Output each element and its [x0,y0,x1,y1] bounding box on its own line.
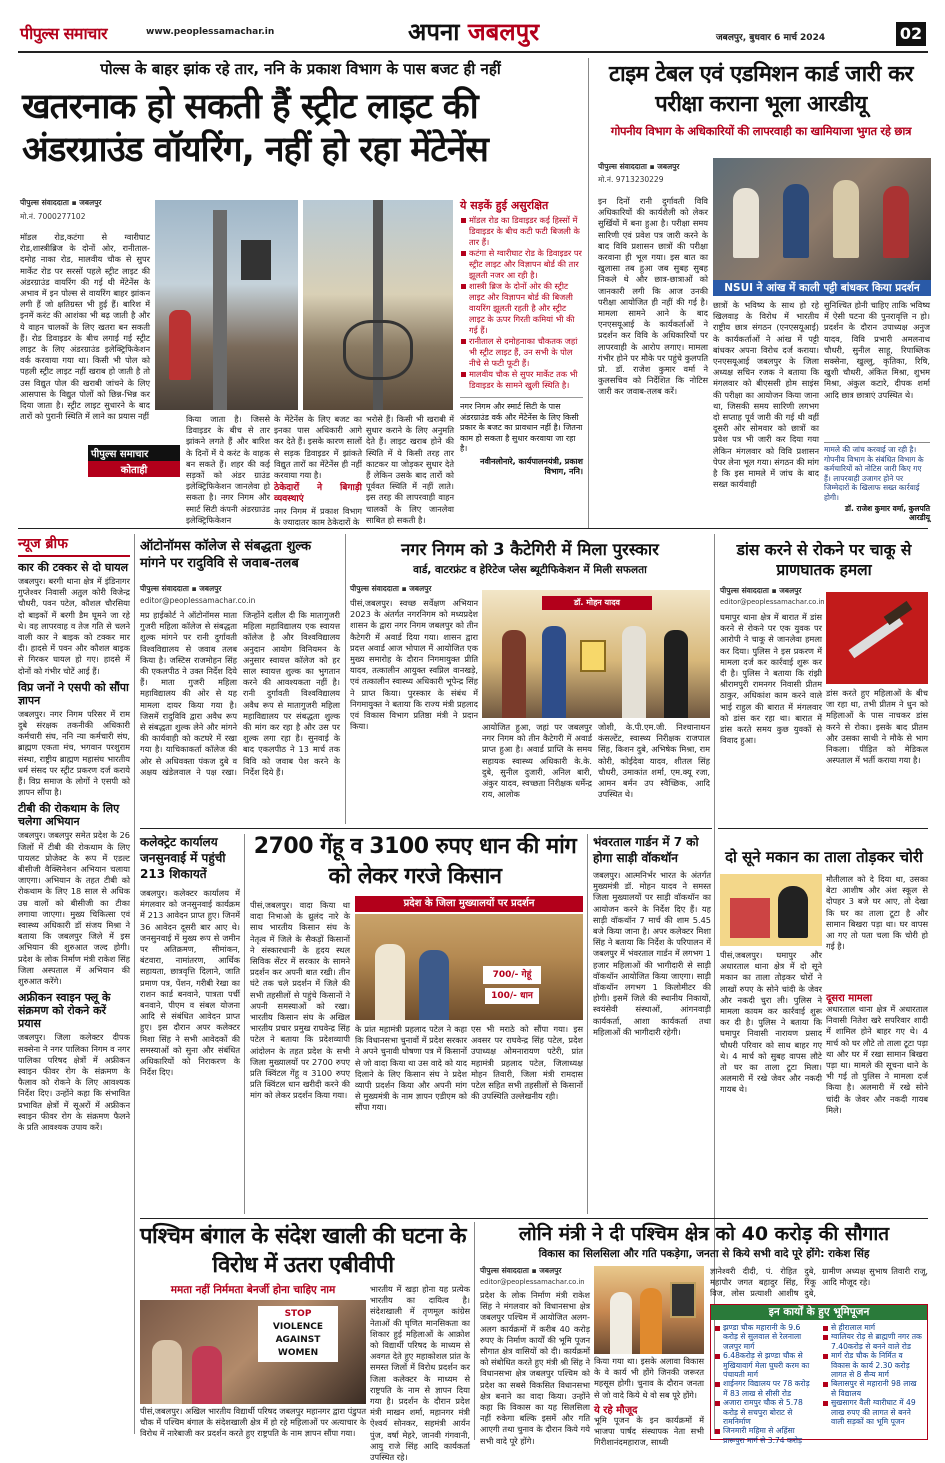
story11-present: भूमि पूजन के इन कार्यक्रमों में भाजपा पार्षद संस्थापक नेता सभी गिरीशानंदमहाराज, साध्वी [594,1415,704,1448]
story2-quote-by: डॉ. राजेश कुमार वर्मा, कुलपति आरडीयू [845,504,930,522]
story1-body-col3-wrap [274,414,362,527]
thief-shape [778,886,808,938]
thief-illustration [720,874,822,946]
story11-sub-present: ये रहे मौजूद [594,1405,638,1416]
story7-photo-banner: प्रदेश के जिला मुख्यालयों पर प्रदर्शन [403,898,535,909]
box-item: मालवीय चौक से सुपर मार्केट तक भी डिवाइडर के सामने खुली स्थिति है। [460,369,583,391]
brief-item-body: जबलपुर। जबलपुर समेत प्रदेश के 26 जिलों में टीबी की रोकथाम के लिए पायलट प्रोजेक्ट के रूप में एडल्ट बीसीजी वैक्सिनेशन अभियान चलाया जाएगा। अभियान के तहत टीबी को रोकथाम के लिए 18 साल से अधिक उम्र वालों को बीसीजी का टीका लगाया जाएगा। मुख्य चिकित्सा एवं स्वास्थ्य अधिकारी डॉ संजय मिश्रा ने बताया कि जबलपुर जिले में इस अभियान की शुरुआत जल्द होगी। प्रदेश के लोक निर्माण मंत्री राकेश सिंह जिला अस्पताल में अभियान की शुरुआत करेंगे। [18,830,130,987]
story2-quote: मामले की जांच करवाई जा रही है। गोपनीय विभाग के संबंधित विभाग के कर्मचारियों को नोटिस जारी किए गए हैं। लापरवाही उजागर होने पर जिम्मेदारों के खिलाफ सख्त कार्रवाई होगी। [824,445,924,502]
story1-body-col4: भरोसे हैं। किसी भी खराबी में सुधार कराने के लिए अनुमति देते हैं। लाइट खराब होने की स्थिति में ये किसी तरह तार काटकर या जोड़कर सुधार देते हैं लेकिन उसके बाद तारों को पूर्ववत स्थिति में नहीं लाते। इस तरह की लापरवाही वाहन चालकों के लिए जानलेवा साबित हो सकती है। [366,414,454,525]
story1-byline-box [20,198,150,222]
story1-box-quote-by: नवीनलोनारे, कार्यपालनयंत्री, प्रकाश विभाग, ननि। [480,456,583,476]
dateline: जबलपुर, बुधवार 6 मार्च 2024 [716,33,826,43]
story11-guests: ज्ञानेश्वरी दीदी, पं. रोहित दुबे, महापौर जगत बहादुर सिंह, रिंकू विज, लोस प्रत्याशी आशीष दुबे, ग्रामीण अध्यक्ष सुभाष तिवारी राजू, आदि मौजूद रहे। [710,1266,928,1299]
brief-item-head: टीबी की रोकथाम के लिए चलेगा अभियान [18,802,120,829]
brief-item [18,561,130,677]
story3-headline: ऑटोनॉमस कॉलेज से संबद्धता शुल्क मांगने पर रादुविवि से जवाब-तलब [140,539,312,571]
story5-body-col1: घमापुर थाना क्षेत्र में बारात में डांस करने से रोकने पर एक युवक पर आरोपी ने चाकू से जानलेवा हमला कर दिया। पुलिस ने इस प्रकरण में मामला दर्ज कर कार्रवाई शुरू कर दी है। पुलिस ने बताया कि रांझी श्रीरामपुरी रामनगर निवासी प्रीतम ठाकुर, अधिकांश काम करने वाले भाई राहुल की बारात में मंगलवार को डांस कर रहा था। बारात में डांस करते समय कुछ युवकों से विवाद हुआ। [720,612,822,746]
story6-body: जबलपुर। कलेक्टर कार्यालय में मंगलवार को जनसुनवाई कार्यक्रम में 213 आवेदन प्राप्त हुए। जिनमें 36 आवेदन दूसरी बार आए थे। जनसुनवाई में मुख्य रूप से जमीन पर अतिक्रमण, सीमांकन, बंटवारा, नामांतरण, आर्थिक सहायता, छात्रवृत्ति दिलाने, जाति प्रमाण पत्र, पेंशन, गरीबी रेखा का राशन कार्ड बनवाने, पात्रता पर्ची बनवाने, पीएम व संबल योजना आदि से संबंधित आवेदन प्राप्त हुए। इस दौरान अपर कलेक्टर मिशा सिंह ने सभी आवेदकों की समस्याओं को सुना और संबंधित अधिकारियों को निराकरण के निर्देश दिए। [140,888,240,1078]
works-list [711,1320,927,1445]
story7-photo-banner-wrap [355,896,583,912]
brief-item [18,991,130,1133]
story6-headline: कलेक्ट्रेट कार्यालय जनसुनवाई में पहुंची 213 शिकायतें [140,835,226,881]
story2-byline: पीपुल्स संवाददाता ▪ जबलपुर [598,162,680,171]
brief-item-body: जबलपुर। बरगी थाना क्षेत्र में इंडिनागर गुप्तेश्वर निवासी अतुल कोरी विजेन्द्र चौधरी, पवन पटेल, कौशल चौरसिया दो बाइकों में बरगी डैम घूमने जा रहे थे। वह लापरवाह व तेज गति से चलने वाली कार ने बाइक को टक्कर मार दी। हादसे में पवन और कौशल बाइक से गिरकर घायल हो गए। हादसे में दोनों को गंभीर चोटें आई हैं। [18,576,130,676]
placard-1: 700/- गेहूं [483,966,541,984]
story4-headline: नगर निगम को 3 कैटेगिरी में मिला पुरस्कार [401,540,659,559]
protester-shape [152,1340,182,1404]
story8-body: जबलपुर। आत्मनिर्भर भारत के अंतर्गत मुख्यमंत्री डॉ. मोहन यादव ने समस्त जिला मुख्यालयों पर साड़ी वॉकथॉन का आयोजन करने के निर्देश दिए हैं। यह साड़ी वॉकथॉन 7 मार्च की शाम 5.45 बजे किया जाना है। अपर कलेक्टर मिशा सिंह ने बताया कि निर्देश के परिपालन में जबलपुर में भंवरताल गार्डन में लगभग 1 हजार महिलाओं की भागीदारी से साड़ी वॉकथॉन आयोजित किया जाएगा। साड़ी वॉकथॉन लगभग 1 किलोमीटर की होगी। इसमें जिले की स्थानीय निकायों, स्वयंसेवी संस्थाओं, आंगनवाड़ी कार्यकर्ता, आशा कार्यकर्ता तथा महिलाओं की भागीदारी रहेगी। [593,870,711,1037]
story1-phone: मो.नं. 7000277102 [20,212,86,221]
person-1 [502,630,526,718]
pole-shape [213,210,227,410]
story11-subheadline: विकास का सिलसिला और गति पकड़ेगा, जनता से किये सभी वादे पूरे होंगे: राकेश सिंह [538,1248,870,1260]
person-4 [664,630,688,718]
masthead-logo [20,22,107,44]
brief-item-body: जबलपुर। नगर निगम परिसर में राम दुबे संरक्षक तकनीकी अधिकारी कर्मचारी संघ, ननि न्या कर्मचारी संघ, ब्राह्मण एकता मंच, भगवान परशुराम संस्था, राष्ट्रीय ब्राह्मण महासंघ भारतीय धर्म संसद पर स्ट्रीट प्रकरण दर्ज कराये हैं। विप्र समाज के लोगों ने एसपी को ज्ञापन सौंपा है। [18,708,130,798]
box-item: कटंगा से ग्वारीघाट रोड के डिवाइडर पर स्ट्रीट लाइट और विज्ञापन बोर्ड की तार झूलती नजर आ रही है। [460,248,583,281]
story2-body-col4: सुनिश्चित होनी चाहिए ताकि भविष्य में ऐसी घटना की पुनरावृत्ति न हो। प्रदर्शन के दौरान उपाध्यक्ष अनुज यादव, विवि प्रभारी अमलनाथ चौधरी, सुनील साहू, रिपाब्लिक सक्सेना, खुल्लु, कृतिका, रिषि, खुशी चौधरी, अंकित मिश्रा, शुभम मिश्रा, अंकुल कटारे, दीपक शर्मा आदि छात्र छात्राएं उपस्थित थे। [824,300,930,400]
divider [588,58,589,528]
story4-byline-text: पीपुल्स संवाददाता ▪ जबलपुर [350,584,432,593]
person-shape [610,1292,632,1354]
story3-byline: पीपुल्स संवाददाता ▪ जबलपुर [140,584,222,593]
story11-body: प्रदेश के लोक निर्माण मंत्री राकेश सिंह ने मंगलवार को विधानसभा क्षेत्र जबलपुर पश्चिम में आयोजित अलग-अलग कार्यक्रमों में करीब 40 करोड़ रुपए के निर्माण कार्यों की भूमि पूजन सौगात क्षेत्र वासियों को दी। कार्यक्रमों को संबोधित करते हुए मंत्री श्री सिंह ने विधानसभा क्षेत्र जबलपुर पश्चिम को प्रदेश का सबसे विकसित विधानसभा क्षेत्र बनाने का वादा किया। उन्होंने कहा कि विकास का यह सिलसिला नहीं रुकेगा बल्कि इसमें और गति आएगी तथा चुनाव के दौरान किये गये सभी वादे पूरे होंगे। [480,1290,590,1446]
section-title [408,19,539,45]
story4-byline [350,584,480,594]
farmer-figure [419,950,449,1020]
koshal-tag [88,445,180,477]
story1-byline: पीपुल्स संवाददाता ▪ जबलपुर [20,198,102,207]
story9-subhead: दूसरा मामला [826,993,873,1004]
person-2 [542,626,566,718]
brief-item-head: विप्र जनों ने एसपी को सौंपा ज्ञापन [18,680,129,707]
story7-body-col2: के प्रांत महामंत्री प्रहलाद पटेल ने कहा कि विधानसभा चुनावों में प्रदेश सरकार ने अपने चुनावी घोषणा पत्र में किसानों से जो वादा किया था उस वादे को याद दिलाने के लिए किसान संघ ने प्रदेश व्यापी प्रदर्शन किया और अपनी मांग से मुख्यमंत्री के नाम ज्ञापन एडीएम को सौंपा गया। [355,1024,467,1113]
works-item: ग्वालियर रोड़ से ब्राह्मणी नगर तक 7.40करोड़ से बनने वाले रोड [822,1332,924,1351]
section-rule [18,528,928,529]
works-title: इन कार्यों के हुए भूमिपूजन [711,1305,927,1320]
box-item: रानीताल से दमोहनाका चौकतक जहां भी स्ट्रीट लाइट हैं, उन सभी के पोल नीचे से फटी फूटी हैं। [460,336,583,369]
works-item: से हीरालाल मार्ग [822,1323,924,1332]
story11-byline-box [480,1266,590,1286]
works-item: झण्डा चौक महारानी के 9.6 करोड़ से सुलवाल से रेलनाला जलपुर मार्ग [714,1323,816,1351]
story1-box [460,198,583,518]
story10-subheadline: ममता नहीं निर्ममता बेनर्जी होना चाहिए नाम [170,1284,336,1296]
award-photo [482,590,710,718]
story3-body: मप्र हाईकोर्ट ने ऑटोनॉमस माता गुजरी महिला कॉलेज से संबद्धता शुल्क मांगने पर रानी दुर्गावती विश्वविद्यालय से जवाब तलब किया है। जस्टिस राजमोहन सिंह की एकलपीठ ने उक्त निर्देश दिये हैं। माता गुजरी महिला महाविद्यालय की ओर से यह मामला दायर किया गया है। जिसमें रादुविवि द्वारा अवैध रूप से संबद्धता शुल्क लेने और मांगने की कार्यवाही को कटघरे में रखा गया है। याचिकाकर्ता कॉलेज की ओर से अधिवक्ता पंकज दुबे व अक्षय खंडेलवाल ने पक्ष रखा। जिन्होंने दलील दी कि मातागुजरी महिला महाविद्यालय एक स्वायत्त कॉलेज है और विश्वविद्यालय अनुदान आयोग विनियमन के अनुसार स्वायत्त कॉलेज को हर साल स्वायत्त शुल्क का भुगतान करने की आवश्यकता नहीं है। रानी दुर्गावती विश्वविद्यालय अवैध रूप से मातागुजरी महिला महाविद्यालय पर संबद्धता शुल्क की मांग कर रहा है और उस पर शुल्क लगा रहा है। सुनवाई के बाद एकलपीठ ने 13 मार्च तक विवि को जवाब पेश करने के निर्देश दिये हैं। [140,610,340,777]
story1-headline: खतरनाक हो सकती हैं स्ट्रीट लाइट की अंडरग्राउंड वॉयरिंग, नहीं हो रहा मेंटेनेंस [22,87,488,170]
story5-byline-box [720,586,825,606]
plaque-shape [670,1282,696,1318]
story2-headline: टाइम टेबल एवं एडमिशन कार्ड जारी कर परीक्षा कराना भूला आरडीयू [608,62,914,117]
nsui-protest-photo [713,158,931,280]
story4-body-col2: आयोजित हुआ, जहां पर जबलपुर नगर निगम को तीन कैटेगरी में अवार्ड प्राप्त हुआ है। अवार्ड प्राप्ति के समय सहायक स्वास्थ्य अधिकारी के.के. दुबे, सुनील दुजारी, अनिल बारी, अंकुर यादव, स्वच्छता निरीक्षक धर्मेन्द्र राय, आलोक [482,722,592,800]
story1-body-col2: किया जाता है। जिससे डिवाइडर के बीच से तार झांकने लगते हैं और बारिश के दिनों में ये करंट के वाहक बन सकते हैं। शहर की कई सड़कों को अंडर ग्राउंड इलेक्ट्रिफिकेशन जानलेवा हो सकता है। नगर निगम और स्मार्ट सिटी कंपनी अंडरग्राउंड इलेक्ट्रिफिकेशन [186,414,270,525]
story10-body-col1: पीसं,जबलपुर। अखिल भारतीय विद्यार्थी परिषद जबलपुर महानगर द्वारा पंडुपत चौक में पश्चिम बंगाल के संदेशखाली क्षेत्र में हो रहे महिलाओं पर अत्याचार के विरोध में नारेबाजी कर प्रदर्शन करते हुए राष्ट्रपति के नाम ज्ञापन सौंपा गया। [140,1406,366,1439]
section-title-1: अपना [408,18,460,46]
bhoomi-pujan-photo [594,1266,704,1354]
knife-illustration [826,592,928,684]
section-rule [140,828,712,829]
person-3 [622,626,646,718]
story7-body-col1: पीसं,जबलपुर। वादा किया था वादा निभाओ के थ्रुलंद नारे के साथ भारतीय किसान संघ के नेतृत्व में जिले के सैकड़ों किसानों ने संस्कारधानी के हृदय स्थल सिविक सेंटर में सरकार के सामने प्रदर्शन कर अपनी बात रखी। तीन घंटे तक चले प्रदर्शन में जिले की सभी तहसीलों से पहुंचे किसानों ने अपनी समस्याओं को रखा। भारतीय किसान संघ के अखिल भारतीय प्रचार प्रमुख राघवेन्द्र सिंह पटेल ने बताया कि प्रदेशव्यापी आंदोलन के तहत प्रदेश के सभी जिला मुख्यालयों पर 2700 रुपए प्रति क्विंटल गेंहू व 3100 रुपए प्रति क्विंटल धान खरीदी करने की मांग को लेकर प्रदर्शन किया गया। [250,900,350,1101]
brief-item-head: अफ्रीकन स्वाइन फ्लू के संक्रमण को रोकने करें प्रयास [18,991,111,1031]
story4-body-col1: पीसं,जबलपुर। स्वच्छ सर्वेक्षण अभियान 2023 के अंतर्गत नगरनिगम को मध्यप्रदेश शासन के द्वारा नगर निगम जबलपुर को तीन कैटेगरी में अवार्ड दिया गया। शासन द्वारा प्रदत्त अवार्ड आज भोपाल में आयोजित एक मुख्य समारोह के दौरान निगमायुक्त प्रीति यादव, तत्कालीन आयुक्त स्वप्निल वानखड़े, एवं तत्कालीन स्वास्थ्य अधिकारी भूपेन्द्र सिंह ने प्राप्त किया। पुरस्कार के संबंध में निगमायुक्त ने बताया कि राज्य मंत्री प्रहलाद एवं विकास विभाग प्रतिष्ठा मंत्री ने प्रदान किया। [350,598,478,732]
story11-photo-text: किया गया था। इसके अलावा विकास के वे कार्य भी होंगे जिनकी जरूरत महसूस होगी। चुनाव के दौरान जनता से जो वादे किये थे वो सब पूरे होंगे। [594,1356,704,1400]
story1-body-col3b: नगर निगम में प्रकाश विभाग के ज्यादातर काम ठेकेदारों के [274,505,362,527]
divider [244,834,245,1214]
placard-stop [258,1306,338,1362]
person-shape [640,1288,662,1354]
story9-body-col2: मौतीलाल को दे दिया था, उसका बेटा आशीष और अंश स्कूल से दोपहर 3 बजे घर आए, तो देखा कि घर का ताला टूटा है और सामान बिखरा पड़ा था। घर वापस आ गए तो पता चला कि चोरी हो गई है। [826,874,928,952]
story3-email[interactable]: editor@peoplessamachar.co.in [140,596,256,605]
masthead-rule [18,51,928,53]
story1-body-col1: मॉडल रोड,कटंगा से ग्वारीघाट रोड,शास्त्रीब्रिज के दोनों ओर, रानीताल- दमोह नाका रोड, मालवीय चौक से सुपर मार्केट रोड पर सरसों पहले स्ट्रीट लाइट की अंडरग्राउंड वायरिंग की गई थी मेंटेनेंस के अभाव में इन पोल्स से वायरिंग बाहर झांकन लगी हैं जो क्षतिग्रस्त भी हुई हैं। बारिश में इनमें करंट की आशंका भी बढ़ जाती है और ये वाहन चालकों के लिए खतरा बन सकती हैं। रोड डिवाइडर के बीच लगाई गई स्ट्रीट लाइट के लिए अंडरग्राउंड इलेक्ट्रिफिकेशन वर्क करवाया गया था। किसी भी पोल को पहली स्ट्रीट लाइट नहीं खराब हो जाती है तो उस विद्युत पोल की खराबी जांचने के लिए आसपास के विद्युत पोलों को छिन्न-भिन्न कर दिया जाता है। स्ट्रीट लाइट सुधारने के बाद तारों को पुरानी स्थिति में लाने का प्रयास नहीं [20,232,150,422]
story5-email[interactable]: editor@peoplessamachar.co.in [720,598,825,606]
works-item: सुखसागर वैली ग्वारीघाट में 49 लाख रुपए की लागत से बनने वाली सड़कों का भूमि पूजन [822,1398,924,1426]
award-frame [580,640,606,672]
works-item: जिनमारी महिमा से अहिंसा प्रारूपुरा मार्ग से 3.74 करोड़ [714,1426,816,1445]
story9-body-col1: पीसं,जबलपुर। घमापुर और अधारताल थाना क्षेत्र में दो सूने मकान का ताला तोड़कर चोरों ने लाखों रुपए के सोने चांदी के जेवर और नकदी चुरा ली। पुलिस ने मामला कायम कर कार्रवाई शुरू कर दी है। पुलिस ने बताया कि घमापुर निवासी नारायण प्रसाद चौधरी परिवार को साथ बाहर गए थे। 4 मार्च को सुबह वापस लौटे तो घर का ताला टूटा मिला। अलमारी में रखे जेवर और नकदी गायब थे। [720,950,822,1095]
person-shape [169,310,191,380]
works-item: अजारा रामपुर चौक से 5.78 करोड़ से सचपुरा बोराट से रामनिर्माण [714,1398,816,1426]
brief-item [18,681,130,799]
koshal-tag-label: कोताही [88,461,180,477]
page-number: 02 [896,22,926,46]
award-banner: डॉ. मोहन यादव [542,596,652,610]
protester-3 [833,180,859,258]
story9-headline: दो सूने मकान का ताला तोड़कर चोरी [725,848,923,866]
brief-item-body: जबलपुर। जिला कलेक्टर दीपक सक्सेना ने नगर पालिका निगम व नगर पालिका परिषद क्षेत्रों में अफ्रीकन स्वाइन फीवर रोग के संक्रमण के फैलाव को रोकने के लिए आवश्यक निर्देश दिए। उन्होंने कहा कि संभावित प्रभावित क्षेत्रों में सूअरों में अफ्रीकन स्वाइन फीवर रोग के संक्रमण फैलने के प्रति आवश्यक उपाय करें। [18,1032,130,1132]
story4-body-col3: जोशी, के.पी.एम.जी. निश्चानाथन कंसल्टेंट, स्वास्थ्य निरीक्षक राजपाल सिंह, किशन दुबे, अभिषेक मिश्रा, राम कोरी, कोईदेवा यादव, शीतल सिंह चौधरी, उमाकांत शर्मा, एम.क्यू रजा, आमन बर्मन उप स्वैच्छिक, आदि उपस्थित थे। [598,722,710,800]
placard-line: WOMEN [277,1348,319,1358]
farmer-figure [375,944,405,1020]
story7-headline: 2700 गेंहू व 3100 रुपए धान की मांग को लेकर गरजे किसान [253,834,577,889]
protester-2 [783,184,809,258]
story7-body-col3: एस भी मराठे को सौंपा गया। इस अवसर पर राघवेन्द्र सिंह पटेल, प्रदेश उपाध्यक्ष ओमनारायण पटेरी, प्रांत महामंत्री प्रहलाद पटेल, जिलाध्यक्ष मोहन तिवारी, जिला मंत्री रामदास पटेल सहित सभी तहसीलों से किसानों की उपस्थिति उल्लेखनीय रही। [471,1024,583,1102]
divider [587,834,588,1214]
story2-photo-banner: NSUI ने आंख में काली पट्टी बांधकर किया प्रदर्शन [713,280,931,296]
brief-item-head: कार की टक्कर से दो घायल [18,561,129,574]
brief-item [18,802,130,987]
wire-box [241,240,271,280]
logo-text: पीपुल्स समाचार [20,24,107,43]
section-rule [718,828,928,829]
abvp-protest-photo [140,1300,366,1404]
streetlight-photo-2 [303,200,453,410]
works-item: 6.48करोड़ से झण्डा चौक से मुखियावार्ग मेला घुघरी करम का पंचायती मार्ग [714,1351,816,1379]
story9-body-col3: अधारताल थाना क्षेत्र में अधारताल निवासी नितेश खरे सपरिवार शादी में शामिल होने बाहर गए थे। 4 मार्च को घर लौटे तो ताला टूटा पड़ा था और घर में रखा सामान बिखरा पड़ा था। मामले की सूचना थाने के भी गई तो पुलिस ने मामला दर्ज किया है। अलमारी में रखे सोने चांदी के जेवर और नकदी गायब मिले। [826,1004,928,1115]
news-brief-title: न्यूज ब्रीफ [18,534,130,557]
section-rule [140,1218,928,1219]
story1-body-col3: के मेंटेनेंस के लिए बजट का इनका पास अधिकारी आगे कर देते हैं। इसके कारण सालों से सड़क डिवाइडर में झांकते विद्युत तारों का मेंटेनेंस ही नहीं करवाया गया है। [274,414,362,481]
placard-line: VIOLENCE [272,1322,324,1332]
divider [345,534,346,824]
box-item: शास्त्री ब्रिज के दोनों ओर की स्ट्रीट लाइट और विज्ञापन बोर्ड की बिजली वायरिंग झूलती रहती है और स्ट्रीट लाइट के ऊपर गिरती कमियां भी की गई हैं। [460,281,583,336]
story5-headline: डांस करने से रोकने पर चाकू से प्राणघातक हमला [736,541,912,579]
streetlight-photo-1 [155,200,298,410]
house-shape [730,898,770,938]
works-item: बिलासपुर से महारानी 98 लाख से विद्यालय [822,1379,924,1398]
news-brief [18,534,130,1434]
box-item: मॉडल रोड का डिवाइडर कई हिस्सों में डिवाइडर के बीच कटी फटी बिजली के तार हैं। [460,215,583,248]
section-title-2: जबलपुर [467,18,540,46]
story11-email[interactable]: editor@peoplessamachar.co.in [480,1278,585,1286]
koshal-tag-brand: पीपुल्स समाचार [88,445,180,461]
story2-subheadline: गोपनीय विभाग के अधिकारियों की लापरवाही का खामियाजा भुगत रहे छात्र [610,124,912,138]
divider [134,534,135,1434]
placard-line: STOP [284,1309,312,1319]
story2-body-col1: इन दिनों रानी दुर्गावती विवि अधिकारियों की कार्यशैली को लेकर सुर्खियों में बना हुआ है। परीक्षा समय सारिणी एवं प्रवेश पत्र जारी करने के बाद विवि प्रशासन छात्रों की परीक्षा करवाना ही भूल गया। इस बात का खुलासा तब हुआ जब सुबह सुबह निकले थे और छात्र-छात्राओं को जानकारी लगी कि आज उनकी परीक्षा आयोजित ही नहीं की गई है। मामला सामने आने के बाद एनएसयूआई के कार्यकर्ताओं ने प्रदर्शन कर विवि के अधिकारियों पर लापरवाही के आरोप लगाए। मामला गंभीर होने पर मौके पर पहुंचे कुलपति प्रो. डॉ. राजेश कुमार वर्मा ने कुलसचिव को निर्देशित कि नोटिस जारी कर जवाब-तलब करें। [598,196,708,397]
story5-body-col2: डांस करते हुए महिलाओं के बीच जा रहा था, तभी प्रीतम ने धुन को महिलाओं के पास नाचकर डांस करने से रोका। इसके बाद प्रीतम और उसका साथी ने मौके से भाग निकला। पीड़ित को मेडिकल अस्पताल में भर्ती कराया गया है। [826,688,928,766]
story2-byline-box [598,162,708,185]
masthead-website[interactable]: www.peoplessamachar.in [146,27,275,37]
works-item: मार्ग रोड चौक के निर्मित व विकास के कार्य 2.30 करोड़ लागत से 8 सैन्य मार्ग [822,1351,924,1379]
placard-line: AGAINST [275,1335,321,1345]
story1-box-title: ये सड़कें हुई असुरक्षित [460,199,549,212]
farmer-protest-photo [355,914,583,1020]
story11-headline: लोनि मंत्री ने दी पश्चिम क्षेत्र को 40 करोड़ की सौगात [518,1223,890,1245]
story8-headline: भंवरताल गार्डन में 7 को होगा साड़ी वॉकथॉन [593,835,699,865]
protester-1 [733,188,759,258]
works-item: शाईनगर विद्यालय पर 78 करोड़ में 83 लाख से सीसी रोड [714,1379,816,1398]
story10-body-col2: भारतीय में खड़ा होना यह प्रत्येक भारतीय का दायित्व है। संदेशखाली में तृणमूल कांग्रेस नेताओं की घृणित मानसिकता का शिकार हुई महिलाओं के आक्रोश को विद्यार्थी परिषद के माध्यम से अवगत देते हुए महाकोशल प्रांत के समस्त जिलों में विरोध प्रदर्शन कर जिला कलेक्टर के माध्यम से राष्ट्रपति के नाम से ज्ञापन दिया गया है। प्रदर्शन के दौरान प्रदेश मंत्री माखन शर्मा, महानगर मंत्री ऐश्वर्य सोनकर, सहमंत्री आर्यन पुंज, वर्षा मेहरे, जानवी गंगवानी, आयु राजे सिंह आदि कार्यकर्ता उपस्थित रहे। [370,1284,470,1463]
wires-shape [343,320,413,380]
protester-shape [192,1346,222,1404]
masthead [0,0,945,52]
placard-2: 100/- धान [485,988,539,1004]
works-box [710,1304,928,1445]
story2-body-col3: छात्रों के भविष्य के साथ हो रहे खिलवाड़ के विरोध में भारतीय राष्ट्रीय छात्र संगठन (एनएसयूआई) के कार्यकर्ताओं ने आंख में पट्टी बांधकर अपना विरोध दर्ज कराया। एनएसयूआई जबलपुर के जिला अध्यक्ष सचिन रजक ने बताया कि मंगलवार को बीएससी होम साइंस की परीक्षा का आयोजन किया जाना था, जिसकी समय सारिणी लगभग दो सप्ताह पूर्व जारी की गई थी वहीं दूसरी ओर सोमवार को छात्रों का प्रवेश पत्र भी जारी कर दिया गया लेकिन मंगलवार को विवि प्रशासन पेपर लेना भूल गया। संगठन की मांग है कि इस मामले में जांच के बाद सख्त कार्यवाही [713,300,819,490]
story10-headline: पश्चिम बंगाल के संदेश खाली की घटना के विरोध में उतरा एबीवीपी [139,1224,467,1278]
story1-box-quote: नगर निगम और स्मार्ट सिटी के पास अंडरग्राउंड वर्क और मेंटेनेंस के लिए किसी प्रकार के बजट का प्रावधान नहीं है। जितना काम हो सकता है सुधार करवाया जा रहा है। [460,397,583,455]
divider [474,1222,475,1440]
story3-byline-box [140,584,340,605]
protester-4 [883,186,909,258]
story5-byline: पीपुल्स संवाददाता ▪ जबलपुर [720,586,802,595]
story4-subheadline: वार्ड, वाटरफ्रंट व हेरिटेज प्लेस ब्यूटीफिकेशन में मिली सफलता [413,564,647,576]
story1-subhead: ठेकेदारों ने बिगाड़ी व्यवस्थाएं [274,483,362,505]
story2-phone: मो.नं. 9713230229 [598,175,664,184]
story1-kicker: पोल्स के बाहर झांक रहे तार, ननि के प्रकाश विभाग के पास बजट ही नहीं [100,60,501,78]
story2-quote-box [824,442,930,522]
story1-box-list [460,215,583,391]
story11-byline: पीपुल्स संवाददाता ▪ जबलपुर [480,1266,562,1275]
knife-blade [849,616,904,659]
